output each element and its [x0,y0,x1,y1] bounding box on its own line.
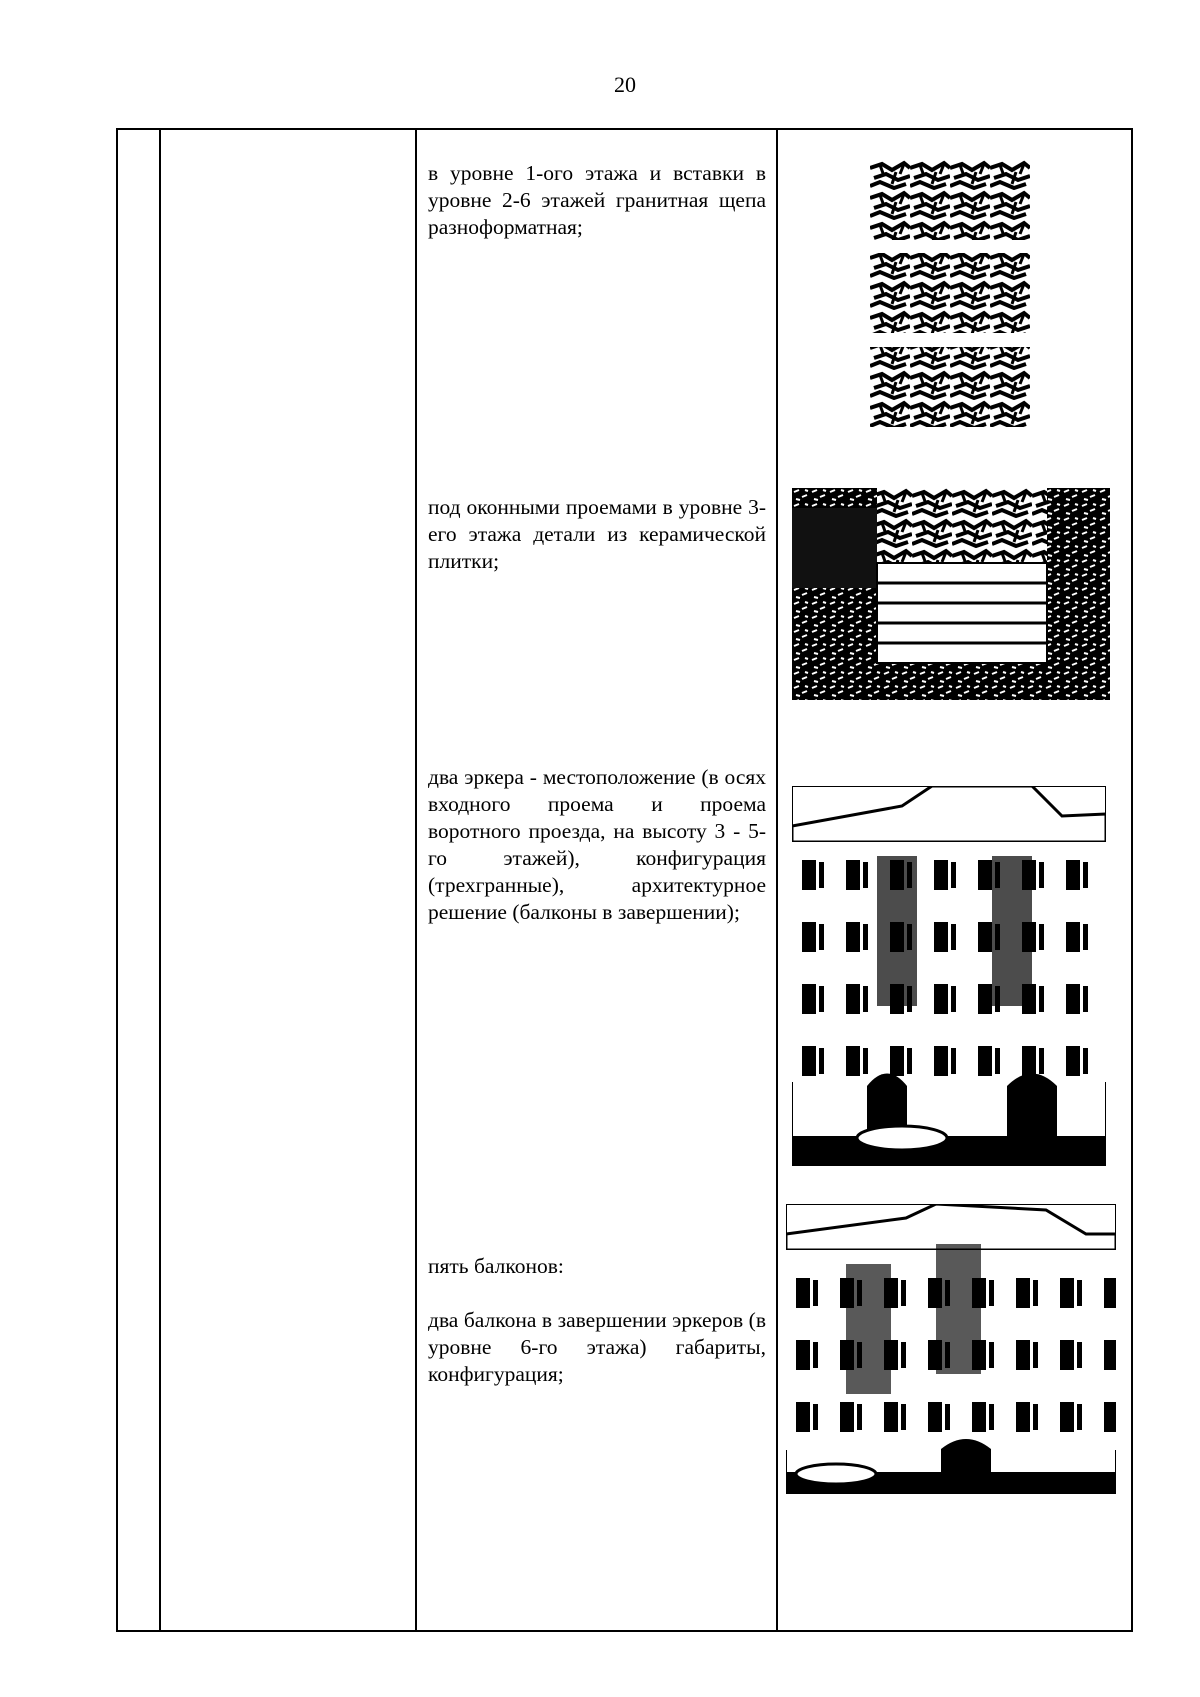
row-3-text [428,764,766,926]
row-2-paragraph: под оконными проемами в уровне 3-его этажа детали из керамической плитки; [428,495,766,573]
row-4-text [428,1253,766,1388]
column-divider [776,130,778,1630]
row-4-paragraph-2: два балкона в завершении эркеров (в уровне 6-го этажа) габариты, конфигурация; [428,1308,766,1386]
row-1-paragraph: в уровне 1-ого этажа и вставки в уровне 2-6 этажей гранитная щепа разноформатная; [428,161,766,239]
granite-swatch-2 [870,253,1030,333]
column-divider [415,130,417,1630]
granite-texture-image [870,160,1030,430]
row-4-paragraph-1: пять балконов: [428,1254,564,1278]
tile-block [877,563,1047,663]
row-2-text [428,494,766,575]
building-facade-image-1 [792,786,1106,1166]
column-divider [159,130,161,1630]
row-3-paragraph: два эркера - местоположение (в осях входного проема и проема воротного проезда, на высоту 3 - 5-го этажей), конфигурация (трехгранные), архитектурное решение (балконы в завершении); [428,765,766,924]
ceramic-tile-image [792,488,1110,700]
granite-swatch-3 [870,347,1030,427]
granite-swatch-1 [870,160,1030,240]
row-1-text [428,160,766,241]
building-facade-image-2 [786,1204,1116,1494]
page-number: 20 [614,72,636,97]
